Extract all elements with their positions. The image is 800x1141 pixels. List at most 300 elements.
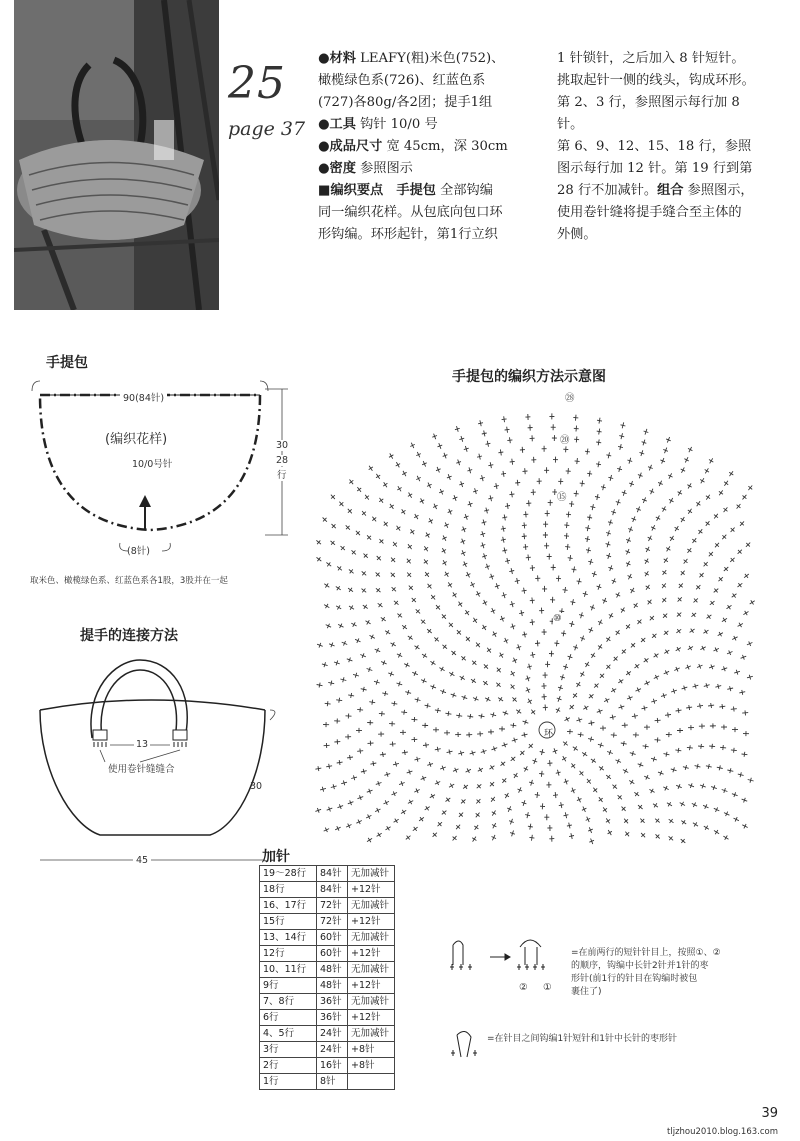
sew-note: 使用卷针缝缝合 xyxy=(108,764,175,775)
stitch-symbol xyxy=(568,654,573,660)
stitch-symbol xyxy=(389,721,395,726)
legend-text-2: =在针目之间钩编1针短针和1针中长针的枣形针 xyxy=(487,1034,677,1044)
stitch-symbol xyxy=(334,661,340,666)
stitch-symbol xyxy=(588,559,593,565)
stitch-symbol xyxy=(612,578,617,583)
table-row xyxy=(260,1010,395,1026)
stitch-symbol xyxy=(334,719,340,724)
stitch-symbol xyxy=(331,495,335,499)
stitch-symbol xyxy=(616,499,621,505)
stitch-symbol xyxy=(671,767,677,772)
stitch-symbol xyxy=(317,683,323,688)
stitch-symbol xyxy=(593,788,597,793)
stitch-symbol xyxy=(589,721,595,726)
stitch-symbol xyxy=(687,745,693,750)
stitch-symbol xyxy=(727,768,733,773)
stitch-symbol xyxy=(494,483,499,489)
stitch-symbol xyxy=(727,686,733,691)
stitch-symbol xyxy=(316,540,321,544)
stitch-symbol xyxy=(324,583,329,587)
stitch-symbol xyxy=(720,745,726,750)
stitch-symbol xyxy=(650,489,655,495)
row-label-28: ㉘ xyxy=(565,390,575,404)
stitch-symbol xyxy=(401,810,406,814)
stitch-symbol xyxy=(616,759,622,764)
increase-table-title: 加针 xyxy=(262,849,290,865)
stitch-symbol xyxy=(378,732,384,737)
table-cell-change: +8针 xyxy=(348,1042,395,1058)
bag-height-label: 30 xyxy=(250,781,263,792)
stitch-symbol xyxy=(367,667,373,672)
instruction-line: 橄榄绿色系(726)、红蓝色系 xyxy=(318,73,486,88)
stitch-symbol xyxy=(578,732,584,737)
stitch-symbol xyxy=(402,471,406,476)
stitch-symbol xyxy=(476,799,480,803)
stitch-symbol xyxy=(744,574,749,578)
stitch-symbol xyxy=(631,643,635,647)
table-cell-rows: 2行 xyxy=(260,1058,317,1074)
stitch-symbol xyxy=(696,501,700,506)
stitch-symbol xyxy=(504,638,509,643)
stitch-symbol xyxy=(357,707,363,712)
stitch-symbol xyxy=(608,565,613,571)
stitch-symbol xyxy=(722,535,726,540)
stitch-symbol xyxy=(326,562,331,566)
stitch-symbol xyxy=(407,770,413,775)
stitch-symbol xyxy=(362,571,367,575)
stitch-symbol xyxy=(513,658,518,663)
table-cell-rows: 16、17行 xyxy=(260,898,317,914)
stitch-symbol xyxy=(368,741,374,746)
pattern-label: (编织花样) xyxy=(105,432,168,447)
stitch-symbol xyxy=(473,618,477,623)
stitch-symbol xyxy=(648,465,653,471)
stitch-symbol xyxy=(551,424,556,430)
table-cell-stitches: 24针 xyxy=(317,1026,348,1042)
stitch-symbol xyxy=(447,750,453,755)
stitch-symbol xyxy=(550,597,555,603)
stitch-symbol xyxy=(740,521,744,525)
stitch-symbol xyxy=(577,797,582,802)
stitch-symbol xyxy=(376,588,381,592)
stitch-symbol xyxy=(466,768,471,773)
stitch-symbol xyxy=(599,766,604,770)
stitch-symbol xyxy=(660,458,665,464)
stitch-symbol xyxy=(424,546,428,551)
stitch-symbol xyxy=(492,746,498,751)
stitch-symbol xyxy=(548,500,553,506)
stitch-symbol xyxy=(700,478,704,483)
stitch-symbol xyxy=(742,824,747,829)
stitch-symbol xyxy=(714,807,720,812)
stitch-symbol xyxy=(481,543,486,549)
stitch-symbol xyxy=(567,729,573,734)
page-number: 39 xyxy=(761,1106,778,1121)
stitch-symbol xyxy=(670,536,674,541)
stitch-symbol xyxy=(663,786,668,791)
stitch-symbol xyxy=(682,686,688,691)
stitch-symbol xyxy=(598,743,604,748)
instruction-line: ●成品尺寸 宽 45cm，深 30cm xyxy=(318,139,508,154)
table-cell-rows: 1行 xyxy=(260,1074,317,1090)
stitch-symbol xyxy=(522,800,527,806)
instruction-line: 1 针锁针，之后加入 8 针短针。 xyxy=(557,51,745,66)
stitch-symbol xyxy=(643,744,649,749)
stitch-symbol xyxy=(324,828,329,833)
stitch-symbol xyxy=(421,620,426,624)
stitch-symbol xyxy=(664,670,669,674)
stitch-symbol xyxy=(732,727,738,732)
stitch-symbol xyxy=(488,462,493,468)
stitch-symbol xyxy=(680,802,685,806)
stitch-symbol xyxy=(580,636,585,642)
stitch-symbol xyxy=(485,564,490,570)
stitch-symbol xyxy=(467,467,472,473)
stitch-symbol xyxy=(485,697,490,701)
stitch-symbol xyxy=(396,462,400,467)
stitch-symbol xyxy=(510,723,516,728)
stitch-symbol xyxy=(526,676,531,682)
stitch-symbol xyxy=(449,784,454,788)
stitch-symbol xyxy=(655,737,661,742)
stitch-symbol xyxy=(535,640,540,646)
stitch-symbol xyxy=(622,490,627,496)
stitch-symbol xyxy=(715,543,719,548)
stitch-symbol xyxy=(628,574,632,579)
stitch-symbol xyxy=(600,674,604,678)
instruction-line: (727)各80g/各2团；提手1组 xyxy=(318,95,493,110)
stitch-symbol xyxy=(606,530,611,536)
stitch-symbol xyxy=(501,762,506,766)
stitch-symbol xyxy=(442,614,446,619)
stitch-symbol xyxy=(370,635,375,639)
stitch-symbol xyxy=(698,744,704,749)
stitch-symbol xyxy=(402,625,407,629)
stitch-symbol xyxy=(379,711,385,716)
bag-top-width: 90(84针) xyxy=(120,390,167,404)
stitch-symbol xyxy=(724,812,729,817)
stitch-symbol xyxy=(535,792,540,798)
stitch-symbol xyxy=(352,550,356,554)
stitch-symbol xyxy=(442,536,446,541)
stitch-symbol xyxy=(614,657,618,661)
stitch-symbol xyxy=(642,497,647,503)
stitch-symbol xyxy=(511,757,516,761)
stitch-symbol xyxy=(435,708,441,713)
stitch-symbol xyxy=(488,729,494,734)
stitch-symbol xyxy=(724,507,728,512)
stitch-symbol xyxy=(492,811,496,816)
stitch-symbol xyxy=(392,587,396,591)
stitch-symbol xyxy=(717,765,723,770)
stitch-symbol xyxy=(598,620,603,625)
stitch-symbol xyxy=(664,752,670,757)
stitch-symbol xyxy=(471,679,476,683)
stitch-symbol xyxy=(501,526,506,532)
stitch-symbol xyxy=(632,516,637,522)
stitch-symbol xyxy=(499,726,505,731)
stitch-symbol xyxy=(527,664,532,670)
stitch-symbol xyxy=(530,598,535,604)
stitch-symbol xyxy=(334,739,340,744)
stitch-symbol xyxy=(529,744,533,748)
stitch-symbol xyxy=(737,504,741,509)
stitch-symbol xyxy=(431,595,435,600)
stitch-symbol xyxy=(553,457,558,463)
stitch-symbol xyxy=(651,757,657,762)
stitch-symbol xyxy=(531,489,536,495)
stitch-symbol xyxy=(425,703,431,708)
stitch-symbol xyxy=(563,664,568,670)
table-cell-change: 无加减针 xyxy=(348,994,395,1010)
stitch-symbol xyxy=(348,800,354,805)
stitch-symbol xyxy=(341,781,347,786)
stitch-symbol xyxy=(590,504,595,510)
stitch-symbol xyxy=(669,819,674,823)
stitch-symbol xyxy=(695,764,701,769)
legend-text-1: =在前两行的短针针目上，按照①、② 的顺序，钩编中长针2针并1针的枣 形针(前1行的针目在钩编时被包 裹住了) xyxy=(571,948,721,997)
stitch-symbol xyxy=(393,762,399,767)
stitch-symbol xyxy=(486,441,491,447)
stitch-symbol xyxy=(545,510,550,516)
stitch-symbol xyxy=(731,528,735,532)
stitch-symbol xyxy=(556,770,561,776)
bag-photo xyxy=(14,0,219,310)
stitch-symbol xyxy=(509,819,514,825)
stitch-symbol xyxy=(654,653,659,657)
stitch-symbol xyxy=(472,661,476,665)
table-cell-rows: 15行 xyxy=(260,914,317,930)
stitch-symbol xyxy=(503,711,509,716)
stitch-symbol xyxy=(408,493,412,498)
stitch-symbol xyxy=(367,720,373,725)
stitch-symbol xyxy=(665,712,671,717)
stitch-symbol xyxy=(588,737,594,742)
stitch-symbol xyxy=(484,664,488,668)
stitch-symbol xyxy=(487,648,491,653)
stitch-symbol xyxy=(375,648,381,653)
stitch-symbol xyxy=(495,583,500,589)
bag-width-label: 45 xyxy=(133,855,151,866)
stitch-symbol xyxy=(565,544,570,550)
stitch-symbol xyxy=(727,650,733,655)
stitch-symbol xyxy=(456,460,461,466)
stitch-symbol xyxy=(410,529,414,534)
stitch-symbol xyxy=(699,573,703,577)
instruction-line: 同一编织花样。从包底向包口环 xyxy=(318,205,503,220)
stitch-symbol xyxy=(482,625,486,630)
stitch-symbol xyxy=(600,726,606,731)
stitch-symbol xyxy=(397,614,402,618)
legend-number-2: ② xyxy=(519,982,528,993)
stitch-symbol xyxy=(730,558,734,562)
stitch-symbol xyxy=(592,571,597,577)
stitch-symbol xyxy=(357,487,361,492)
stitch-symbol xyxy=(346,525,350,529)
stitch-symbol xyxy=(678,490,682,495)
stitch-symbol xyxy=(709,744,715,749)
stitch-symbol xyxy=(574,436,579,442)
bobble-symbol-legend-2 xyxy=(447,1025,487,1065)
stitch-symbol xyxy=(722,618,727,622)
increase-table xyxy=(259,865,395,1090)
stitch-symbol xyxy=(317,557,322,561)
stitch-symbol xyxy=(634,603,638,608)
stitch-symbol xyxy=(688,509,692,514)
stitch-symbol xyxy=(709,552,713,556)
stitch-symbol xyxy=(706,764,712,769)
stitch-symbol xyxy=(530,565,535,571)
stitch-symbol xyxy=(340,677,346,682)
stitch-symbol xyxy=(370,761,376,766)
stitch-symbol xyxy=(497,668,501,673)
stitch-symbol xyxy=(528,425,533,431)
stitch-symbol xyxy=(692,803,697,808)
stitch-symbol xyxy=(492,823,496,828)
stitch-symbol xyxy=(433,833,437,837)
table-row xyxy=(260,914,395,930)
stitch-symbol xyxy=(622,723,628,728)
stitch-symbol xyxy=(570,599,575,605)
stitch-symbol xyxy=(542,446,547,452)
stitch-symbol xyxy=(448,582,452,587)
stitch-symbol xyxy=(583,591,588,597)
stitch-symbol xyxy=(516,709,521,713)
stitch-symbol xyxy=(619,705,625,710)
table-cell-stitches: 48针 xyxy=(317,978,348,994)
stitch-symbol xyxy=(391,573,395,577)
stitch-symbol xyxy=(394,601,399,605)
stitch-symbol xyxy=(451,693,457,698)
stitch-symbol xyxy=(505,558,510,564)
stitch-symbol xyxy=(739,690,745,695)
stitch-symbol xyxy=(586,547,591,553)
stitch-symbol xyxy=(392,791,398,796)
stitch-symbol xyxy=(608,520,613,526)
website-watermark: tljzhou2010.blog.163.com xyxy=(667,1127,778,1137)
stitch-symbol xyxy=(466,732,472,737)
stitch-symbol xyxy=(442,811,447,815)
stitch-symbol xyxy=(597,584,602,590)
stitch-symbol xyxy=(490,782,494,786)
stitch-symbol xyxy=(459,813,463,817)
stitch-symbol xyxy=(416,609,420,613)
table-row xyxy=(260,930,395,946)
stitch-symbol xyxy=(510,831,515,837)
stitch-symbol xyxy=(646,547,650,552)
stitch-symbol xyxy=(677,613,681,617)
bag-shape-diagram xyxy=(20,375,310,595)
table-row xyxy=(260,946,395,962)
stitch-symbol xyxy=(721,725,727,730)
stitch-symbol xyxy=(462,527,467,533)
stitch-symbol xyxy=(413,827,418,831)
stitch-symbol xyxy=(692,538,696,543)
chart-stitches xyxy=(315,413,754,844)
stitch-symbol xyxy=(455,732,461,737)
stitch-symbol xyxy=(640,450,645,456)
stitch-symbol xyxy=(526,687,531,693)
stitch-symbol xyxy=(357,749,363,754)
stitch-symbol xyxy=(479,714,485,719)
stitch-symbol xyxy=(687,548,691,553)
stitch-symbol xyxy=(732,636,737,641)
stitch-symbol xyxy=(367,535,371,539)
stitch-symbol xyxy=(748,778,754,783)
stitch-symbol xyxy=(681,467,685,472)
stitch-symbol xyxy=(580,771,584,776)
table-cell-change: 无加减针 xyxy=(348,866,395,882)
stitch-symbol xyxy=(666,437,671,443)
stitch-symbol xyxy=(662,506,666,511)
stitch-symbol xyxy=(545,661,550,667)
stitch-symbol xyxy=(391,558,395,563)
stitch-symbol xyxy=(602,598,607,604)
stitch-symbol xyxy=(415,757,421,762)
stitch-symbol xyxy=(414,789,419,794)
stitch-symbol xyxy=(547,825,552,831)
stitch-symbol xyxy=(658,771,664,776)
stitch-symbol xyxy=(337,760,343,765)
stitch-symbol xyxy=(575,458,580,464)
page-reference: page 37 xyxy=(228,118,306,140)
stitch-symbol xyxy=(585,525,590,531)
table-cell-stitches: 72针 xyxy=(317,898,348,914)
table-cell-stitches: 72针 xyxy=(317,914,348,930)
stitch-symbol xyxy=(727,605,732,609)
stitch-symbol xyxy=(594,684,599,688)
stitch-symbol xyxy=(666,546,670,551)
stitch-symbol xyxy=(582,807,587,813)
stitch-symbol xyxy=(618,679,623,683)
stitch-symbol xyxy=(564,779,569,785)
stitch-symbol xyxy=(741,655,747,660)
stitch-symbol xyxy=(374,680,380,685)
stitch-symbol xyxy=(476,813,480,818)
stitch-symbol xyxy=(742,752,748,757)
stitch-symbol xyxy=(748,486,752,491)
stitch-symbol xyxy=(738,550,742,554)
stitch-symbol xyxy=(662,598,666,603)
stitch-symbol xyxy=(384,772,390,777)
stitch-symbol xyxy=(326,764,332,769)
stitch-symbol xyxy=(510,459,515,465)
stitch-symbol xyxy=(428,584,432,589)
stitch-symbol xyxy=(691,613,696,617)
stitch-symbol xyxy=(606,818,610,823)
stitch-symbol xyxy=(440,689,446,694)
stitch-symbol xyxy=(430,685,436,690)
stitch-symbol xyxy=(426,533,430,538)
stitch-symbol xyxy=(700,784,706,789)
stitch-symbol xyxy=(570,705,574,709)
stitch-symbol xyxy=(505,503,510,509)
stitch-symbol xyxy=(569,501,574,507)
stitch-symbol xyxy=(323,518,327,522)
stitch-symbol xyxy=(617,466,622,472)
stitch-symbol xyxy=(558,478,563,484)
stitch-symbol xyxy=(390,504,394,509)
stitch-symbol xyxy=(543,672,548,678)
stitch-symbol xyxy=(522,522,527,528)
stitch-symbol xyxy=(453,495,458,501)
instruction-line: 形钩编。环形起针，第1行立织 xyxy=(318,227,498,242)
stitch-symbol xyxy=(435,781,440,785)
stitch-symbol xyxy=(489,574,494,580)
stitch-symbol xyxy=(641,833,645,837)
legend-number-1: ① xyxy=(543,982,552,993)
stitch-symbol xyxy=(440,766,446,771)
